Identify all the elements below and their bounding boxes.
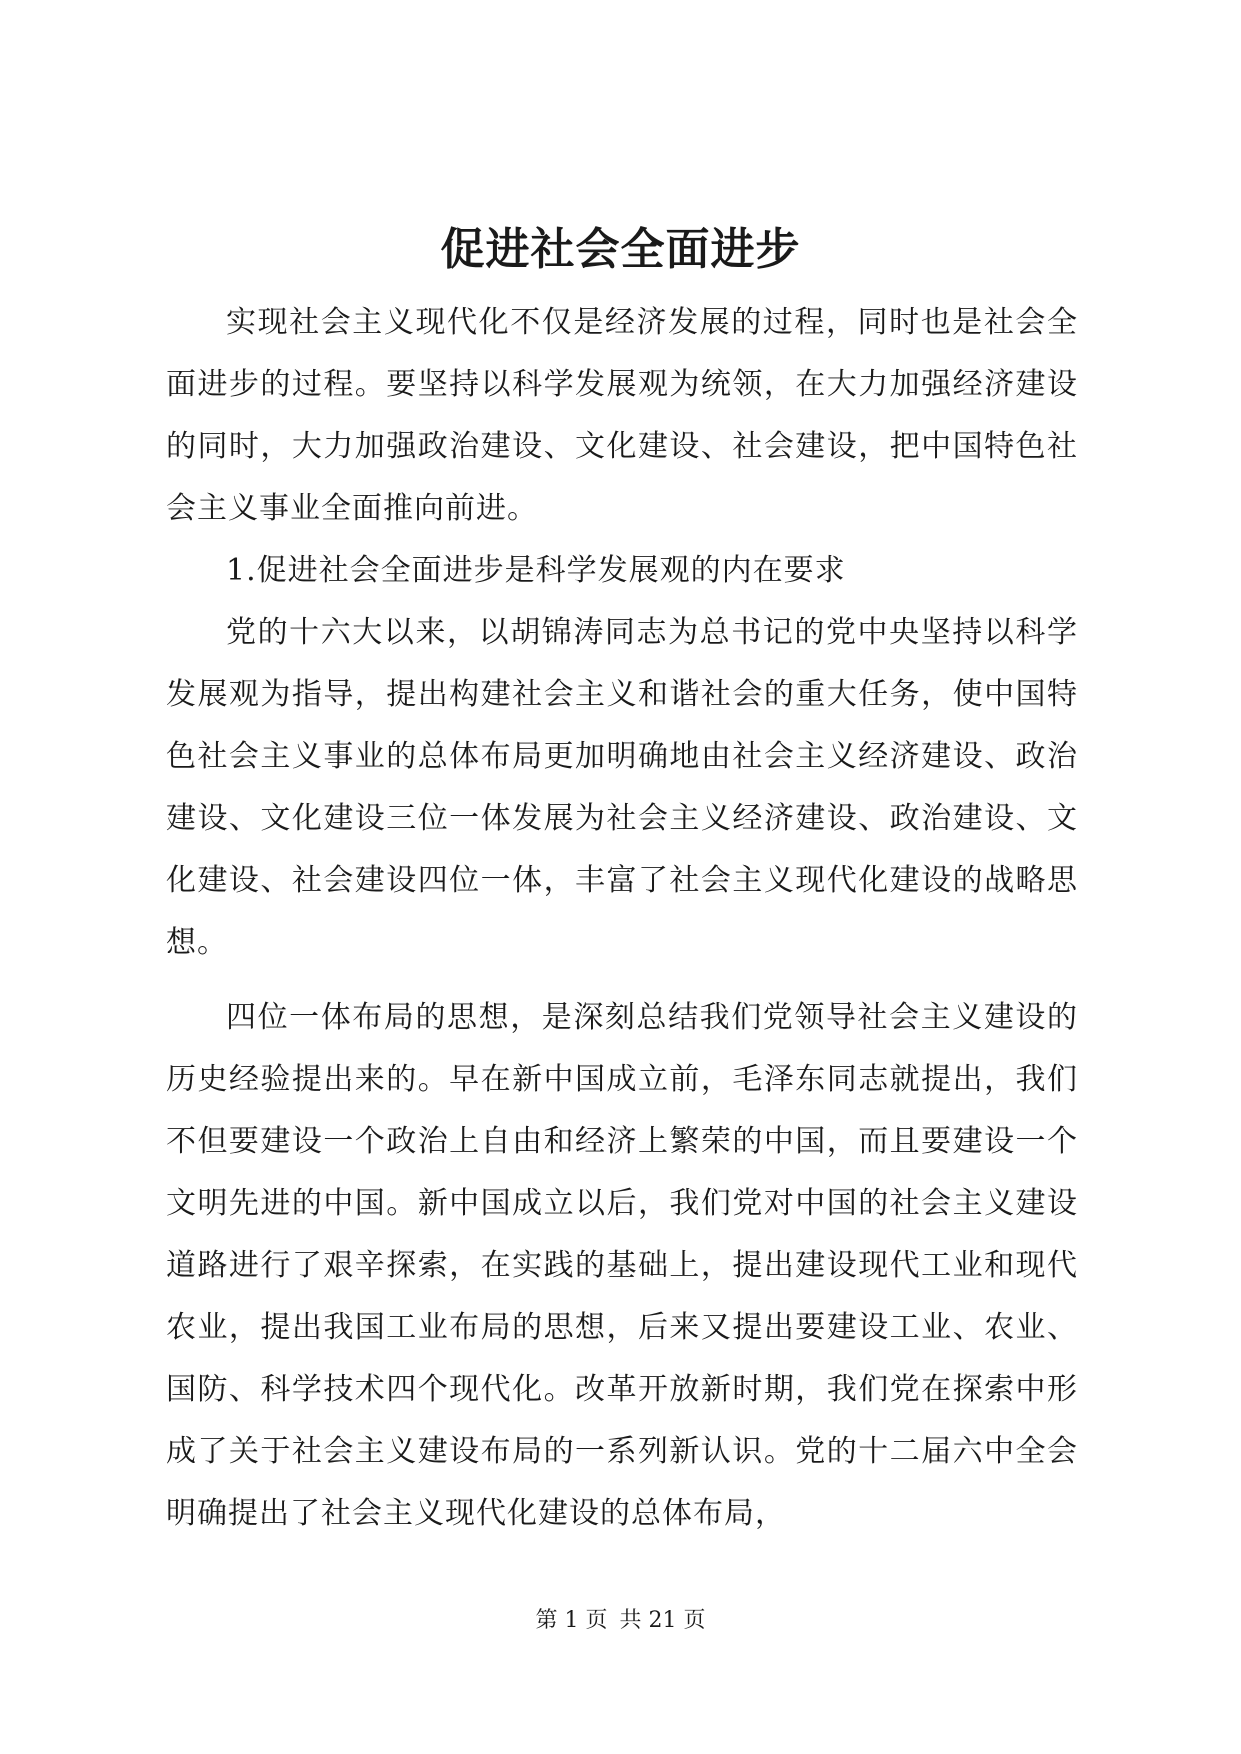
paragraph-four-in-one: 四位一体布局的思想，是深刻总结我们党领导社会主义建设的历史经验提出来的。早在新中国成立前，毛泽东同志就提出，我们不但要建设一个政治上自由和经济上繁荣的中国，而且要建设一个文明先进的中国。新中国成立以后，我们党对中国的社会主义建设道路进行了艰辛探索，在实践的基础上，提出建设现代工业和现代农业，提出我国工业布局的思想，后来又提出要建设工业、农业、国防、科学技术四个现代化。改革开放新时期，我们党在探索中形成了关于社会主义建设布局的一系列新认识。党的十二届六中全会明确提出了社会主义现代化建设的总体布局， xyxy=(166,1000,1078,1531)
document-body xyxy=(166,292,1078,1545)
paragraph-intro: 实现社会主义现代化不仅是经济发展的过程，同时也是社会全面进步的过程。要坚持以科学发展观为统领，在大力加强经济建设的同时，大力加强政治建设、文化建设、社会建设，把中国特色社会主义事业全面推向前进。 xyxy=(166,305,1078,526)
page-number: 第 1 页 xyxy=(535,1608,608,1633)
page-total: 共 21 页 xyxy=(619,1608,706,1633)
section-heading: 1.促进社会全面进步是科学发展观的内在要求 xyxy=(226,553,846,588)
page-footer xyxy=(0,1606,1241,1636)
document-title: 促进社会全面进步 xyxy=(440,224,801,275)
paragraph-since-16th-congress: 党的十六大以来，以胡锦涛同志为总书记的党中央坚持以科学发展观为指导，提出构建社会主义和谐社会的重大任务，使中国特色社会主义事业的总体布局更加明确地由社会主义经济建设、政治建设、文化建设三位一体发展为社会主义经济建设、政治建设、文化建设、社会建设四位一体，丰富了社会主义现代化建设的战略思想。 xyxy=(166,615,1078,960)
